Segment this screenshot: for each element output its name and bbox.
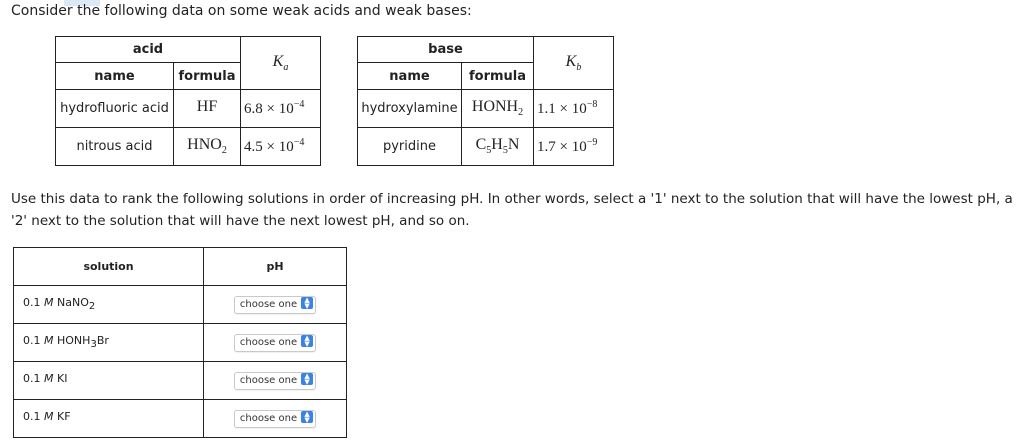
- solution-label: 0.1 M KI: [14, 362, 204, 400]
- table-row: [14, 400, 347, 438]
- base-formula: $HONH_2$: [462, 90, 534, 128]
- ph-rank-select[interactable]: choose one ▲ ▼: [234, 334, 316, 352]
- base-name: pyridine: [358, 128, 462, 166]
- table-row: [14, 362, 347, 400]
- ka-header: $K_a$: [241, 37, 321, 90]
- acid-group-header: acid: [56, 37, 241, 63]
- ph-rank-select[interactable]: choose one ▲ ▼: [234, 296, 316, 314]
- kb-value: $1.7 \times 10^{-9}$: [534, 128, 614, 166]
- select-arrows-icon: ▲ ▼: [301, 297, 313, 309]
- solution-header: solution: [14, 248, 204, 286]
- ka-value: $6.8 \times 10^{-4}$: [241, 90, 321, 128]
- acid-formula: HF: [174, 90, 241, 128]
- base-formula: $C_5H_5N$: [462, 128, 534, 166]
- select-arrows-icon: ▲ ▼: [301, 411, 313, 423]
- acid-formula: $HNO_2$: [174, 128, 241, 166]
- ph-header: pH: [204, 248, 347, 286]
- base-group-header: base: [358, 37, 534, 63]
- acid-name: hydrofluoric acid: [56, 90, 174, 128]
- instructions-text: Use this data to rank the following solutions in order of increasing pH. In other words, select a '1' next to the solution that will have the lowest pH, a '2' next to the solution that will have the next lowest pH, and so on.: [11, 191, 1013, 229]
- acid-formula-header: formula: [174, 63, 241, 90]
- solution-label: 0.1 M $HONH_3Br$: [14, 324, 204, 362]
- table-row: [14, 324, 347, 362]
- acid-name-header: name: [56, 63, 174, 90]
- solution-label: 0.1 M NaNO$_2$: [14, 286, 204, 324]
- ph-rank-select[interactable]: choose one ▲ ▼: [234, 410, 316, 428]
- table-row: [14, 286, 347, 324]
- acid-name: nitrous acid: [56, 128, 174, 166]
- base-table: [357, 36, 614, 166]
- select-arrows-icon: ▲ ▼: [301, 373, 313, 385]
- solution-table: [13, 247, 347, 438]
- table-row: [56, 90, 321, 128]
- base-name-header: name: [358, 63, 462, 90]
- table-row: [358, 128, 614, 166]
- ka-value: $4.5 \times 10^{-4}$: [241, 128, 321, 166]
- select-arrows-icon: ▲ ▼: [301, 335, 313, 347]
- ph-rank-select[interactable]: choose one ▲ ▼: [234, 372, 316, 390]
- table-row: [56, 128, 321, 166]
- table-row: [358, 90, 614, 128]
- kb-header: $K_b$: [534, 37, 614, 90]
- acid-table: [55, 36, 321, 166]
- kb-value: $1.1 \times 10^{-8}$: [534, 90, 614, 128]
- base-name: hydroxylamine: [358, 90, 462, 128]
- base-formula-header: formula: [462, 63, 534, 90]
- intro-text: Consider the following data on some weak acids and weak bases:: [11, 3, 472, 19]
- solution-label: 0.1 M KF: [14, 400, 204, 438]
